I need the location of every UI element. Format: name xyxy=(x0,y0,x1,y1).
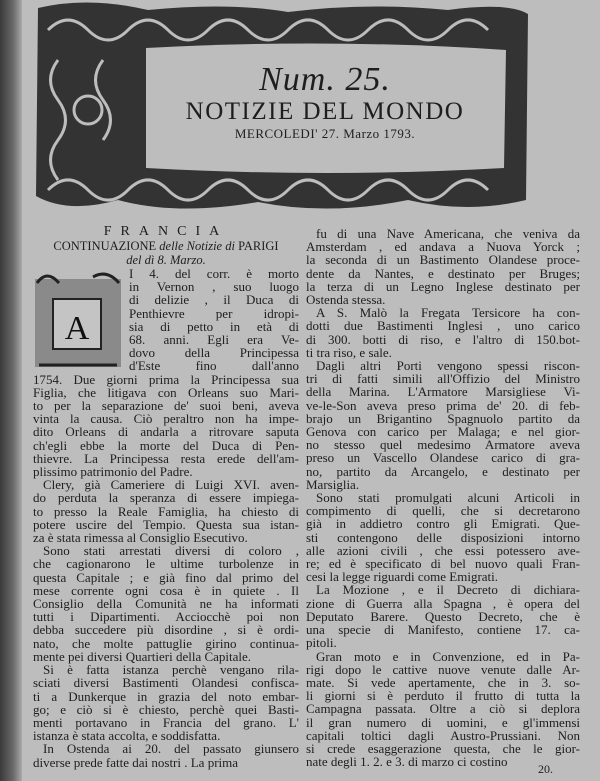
issue-date: MERCOLEDI' 27. Marzo 1793. xyxy=(234,126,416,141)
masthead xyxy=(150,62,500,142)
text-line: che cagionarono le ultime turbolenze in xyxy=(33,556,299,572)
text-line: una specie di Manifesto, contiene 17. ca- xyxy=(306,622,580,638)
text-line: dito Orleans di andarla a ritrovare saputa xyxy=(33,424,299,440)
text-line: Penthievre per idropi- xyxy=(129,305,299,321)
text-line: d'Este fino dall'anno xyxy=(129,358,299,374)
text-line: Amsterdam , ed andava a Nuova Yorck ; xyxy=(306,239,580,255)
text-line: la seconda di un Bastimento Olandese proce- xyxy=(306,252,580,268)
text-line: dente da Nantes, e destinato per Bruges; xyxy=(306,265,580,281)
text-line: Genova con carico per Malaga; e nel gior- xyxy=(306,424,580,440)
text-line: in Vernon , suo luogo xyxy=(129,279,299,295)
text-line: compimento di quelli, che si decretarono xyxy=(306,503,580,519)
text-line: thievre. La Principessa resta erede dell'am- xyxy=(33,450,299,466)
text-line: di delizie , il Duca di xyxy=(129,292,299,308)
text-line: potere uscire del Tempio. Questa sua istan- xyxy=(33,516,299,532)
text-line: sciati diversi Bastimenti Olandesi confisca- xyxy=(33,675,299,691)
text-line: mente pei diversi Quartieri della Capitale. xyxy=(33,648,252,664)
text-line: il gran numero di uomini, e gl'immensi xyxy=(306,714,580,730)
subtitle-date: del dì 8. Marzo. xyxy=(126,253,206,267)
text-line: tri di fatti simili all'Offizio del Ministro xyxy=(306,371,580,387)
section-date xyxy=(33,253,299,267)
text-line: ch'egli ebbe la morte del Duca di Pen- xyxy=(33,437,299,453)
text-line: 68. anni. Egli era Ve- xyxy=(129,332,299,348)
text-line: plissimo patrimonio del Padre. xyxy=(33,464,193,480)
text-line: Marsiglia. xyxy=(306,476,360,492)
dropcap-letter: A xyxy=(64,310,90,347)
text-line: sti contengono delle disposizioni intorno xyxy=(306,529,580,545)
text-line: dotti due Bastimenti Inglesi , uno carico xyxy=(306,318,580,334)
text-line: della Marina. L'Armatore Marsigliese Vi- xyxy=(306,384,580,400)
text-line: sia di petto in età di xyxy=(129,318,299,334)
text-line: re; ed è specificato di bel nuovo quali Fran- xyxy=(306,556,580,572)
text-line: ti a Dunkerque in grazia del noto embar- xyxy=(33,688,299,704)
text-line: tutti i Dipartimenti. Acciocchè poi non xyxy=(33,609,299,625)
text-line: menti portavano in Francia del grano. L' xyxy=(33,714,299,730)
text-line: cesi la legge riguardi come Emigrati. xyxy=(306,569,499,585)
left-column xyxy=(33,224,299,769)
text-line: A S. Malò la Fregata Tersicore ha con- xyxy=(316,305,580,321)
text-line: già in addietro contro gli Emigrati. Que- xyxy=(306,516,580,532)
decorated-initial xyxy=(33,269,123,371)
text-line: dovo della Principessa xyxy=(129,345,299,361)
subtitle-italic: delle Notizie di xyxy=(159,239,235,253)
text-line: do perduta la speranza di essere impiega- xyxy=(33,490,299,506)
text-line: go; e ciò si è chiesto, perchè quei Basti- xyxy=(33,701,299,717)
text-line: zione di Guerra alla Spagna , è opera del xyxy=(306,595,580,611)
text-line: nate degli 1. 2. e 3. di marzo ci costino xyxy=(306,754,508,770)
text-line: I 4. del corr. è morto xyxy=(129,266,299,281)
text-line: istanza è stata accolta, e soddisfatta. xyxy=(33,728,221,744)
ornament-initial-icon xyxy=(33,269,123,371)
issue-number: Num. 25. xyxy=(259,61,391,98)
text-line: Consiglio della Comunità ne ha informati xyxy=(33,596,299,612)
text-line: ti tra riso, e sale. xyxy=(306,344,392,360)
text-line: mate. Si vede apertamente, che in 3. so- xyxy=(306,674,580,690)
text-line: pitoli. xyxy=(306,635,337,651)
text-line: no stesso quel medesimo Armatore aveva xyxy=(306,437,580,453)
text-line: nato, che molte pattuglie girino continua- xyxy=(33,635,299,651)
section-subtitle xyxy=(33,239,299,253)
text-line: debba succedere più disordine , si è ordi- xyxy=(33,622,299,638)
text-line: Gran moto e in Convenzione, ed in Pa- xyxy=(316,648,580,664)
text-line: ve-le-Son aveva preso prima de' 20. di feb- xyxy=(306,397,580,413)
text-line: Deputato Barere. Questo Decreto, che è xyxy=(306,608,580,624)
text-line: la terza di un Legno Inglese destinato per xyxy=(306,278,580,294)
text-line: za è stata rimessa al Consiglio Esecutivo. xyxy=(33,530,248,546)
text-line: vinta la causa. Ciò peraltro non ha impe- xyxy=(33,411,299,427)
text-line: Figlia, che litigava con Orleans suo Mari- xyxy=(33,384,299,400)
text-line: In Ostenda ai 20. del passato giunsero xyxy=(43,741,299,757)
right-column xyxy=(306,227,580,768)
text-line: capitali toltici dagli Austro-Prussiani. Non xyxy=(306,727,580,743)
page-binding-shadow xyxy=(0,0,22,781)
text-line: Sono stati arrestati diversi di coloro , xyxy=(43,543,299,559)
text-line: Clery, già Cameriere di Luigi XVI. aven- xyxy=(43,477,299,493)
text-line: alle azioni civili , che essi potessero ave- xyxy=(306,542,580,558)
text-line: li giorni si è perduto il frutto di tutta la xyxy=(306,688,580,704)
text-line: si crede esaggerazione questa, che le gior- xyxy=(306,740,580,756)
subtitle-smallcaps: CONTINUAZIONE xyxy=(53,239,157,253)
text-line: to per la separazione de' suoi beni, aveva xyxy=(33,398,299,414)
text-line: di 300. botti di riso, e l'altro di 150.bot- xyxy=(306,331,580,347)
text-line: brajo un Brigantino Spagnuolo partito da xyxy=(306,410,580,426)
subtitle-place: PARIGI xyxy=(238,239,279,253)
text-line: La Mozione , e il Decreto di dichiara- xyxy=(316,582,580,598)
text-line: Campagna passata. Oltre a ciò si deplora xyxy=(306,701,580,717)
text-line: fu di una Nave Americana, che veniva da xyxy=(316,226,580,241)
text-line: Ostenda stessa. xyxy=(306,292,386,308)
text-line: Dagli altri Porti vengono spessi riscon- xyxy=(316,358,580,374)
text-line: questa Capitale ; e già fino dal primo del xyxy=(33,569,299,585)
text-line: rigi dopo le cattive nuove venute dalle Ar- xyxy=(306,661,580,677)
right-article-body xyxy=(306,227,580,768)
text-line: preso un Vascello Olandese carico di gra- xyxy=(306,450,580,466)
text-line: Si è fatta istanza perchè vengano rila- xyxy=(43,662,299,678)
text-line: Sono stati promulgati alcuni Articoli in xyxy=(316,490,580,506)
text-line: to presso la Reale Famiglia, ha chiesto di xyxy=(33,503,299,519)
text-line: 1754. Due giorni prima la Principessa sua xyxy=(33,371,299,387)
catchword: 20. xyxy=(538,762,553,776)
text-line: no, partito da Arcangelo, e destinato per xyxy=(306,463,580,479)
text-line: diverse prede fatte dai nostri . La prima xyxy=(33,754,239,770)
section-heading: FRANCIA xyxy=(103,224,229,239)
text-line: mese corrente ogni cosa è in quiete . Il xyxy=(33,582,299,598)
newspaper-title: NOTIZIE DEL MONDO xyxy=(185,98,465,125)
